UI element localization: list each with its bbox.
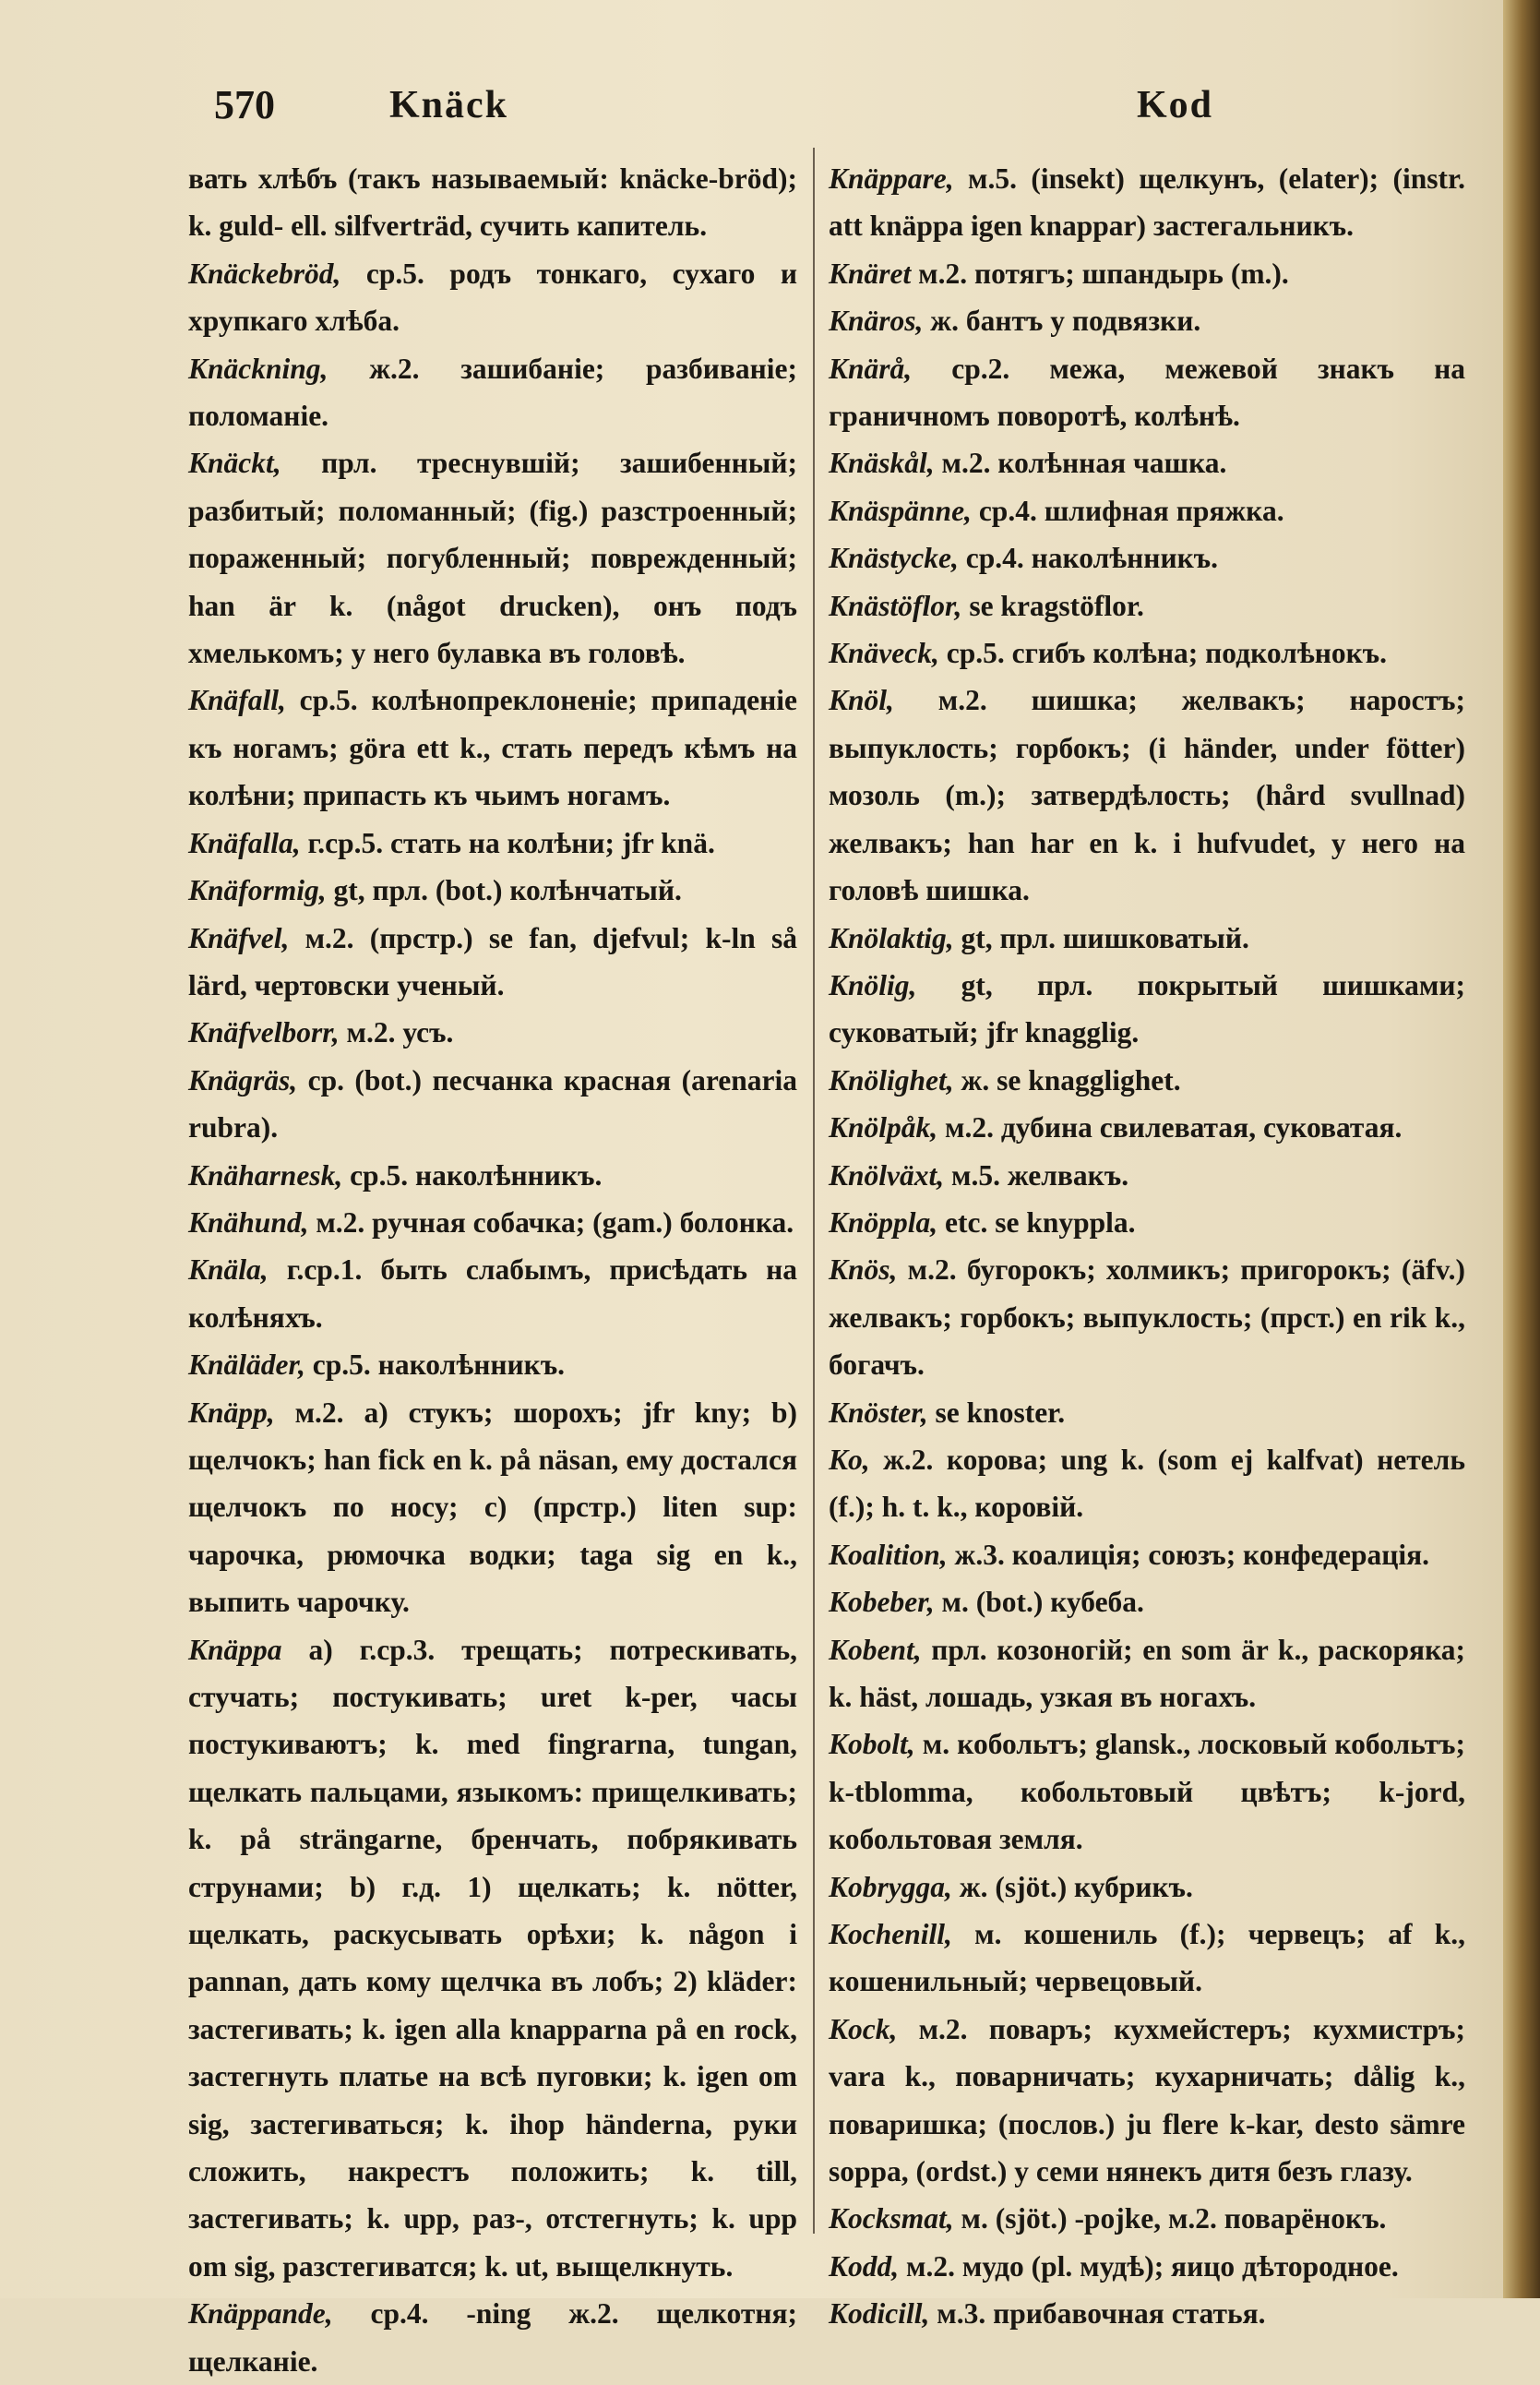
entry-definition: ср.2. межа, межевой знакъ на граничномъ поворотѣ, колѣнѣ. bbox=[829, 352, 1466, 433]
dictionary-entry bbox=[829, 1626, 1465, 1721]
entry-definition: ср.5. колѣнопреклоненіе; припаденіе къ ногамъ; göra ett k., стать передъ кѣмъ на колѣни; припасть къ чьимъ ногамъ. bbox=[188, 684, 797, 812]
dictionary-entry bbox=[829, 1057, 1465, 1104]
dictionary-entry bbox=[188, 915, 797, 1010]
entry-definition: ср.4. наколѣнникъ. bbox=[965, 542, 1218, 575]
page-number: 570 bbox=[214, 82, 275, 127]
dictionary-entry bbox=[829, 1389, 1465, 1436]
entry-definition: м.5. желвакъ. bbox=[951, 1158, 1129, 1192]
entry-headword: Knäläder, bbox=[188, 1348, 305, 1382]
entry-headword: Kock, bbox=[829, 2012, 898, 2045]
entry-definition: прл. треснувшій; зашибенный; разбитый; поломанный; (fig.) разстроенный; пораженный; погубленный; поврежденный; han är k. (något drucken), онъ подъ хмелькомъ; у него булавка въ головѣ. bbox=[188, 447, 797, 670]
entry-definition: gt, прл. шишковатый. bbox=[961, 921, 1249, 954]
entry-headword: Knölig, bbox=[829, 968, 917, 1001]
entry-definition: ж.2. корова; ung k. (som ej kalfvat) нетель (f.); h. t. k., коровій. bbox=[829, 1443, 1465, 1524]
entry-definition: м.5. (insekt) щелкунъ, (elater); (instr. att knäppa igen knappar) застегальникъ. bbox=[829, 162, 1466, 243]
dictionary-entry bbox=[188, 1389, 797, 1626]
dictionary-entry bbox=[829, 582, 1465, 629]
dictionary-entry bbox=[829, 250, 1465, 297]
entry-definition: м.2. усъ. bbox=[346, 1016, 454, 1049]
dictionary-entry bbox=[829, 2290, 1465, 2337]
dictionary-entry bbox=[188, 1341, 797, 1388]
entry-headword: Kobolt, bbox=[829, 1728, 915, 1761]
entry-definition: г.ср.5. стать на колѣни; jfr knä. bbox=[307, 826, 715, 859]
entry-definition: м. (sjöt.) -pojke, м.2. поварёнокъ. bbox=[961, 2202, 1387, 2235]
entry-headword: Kochenill, bbox=[829, 1918, 952, 1951]
entry-definition: г.ср.1. быть слабымъ, присѣдать на колѣняхъ. bbox=[188, 1253, 797, 1334]
dictionary-entry bbox=[829, 1246, 1465, 1388]
dictionary-entry bbox=[188, 1246, 797, 1341]
dictionary-entry bbox=[188, 1199, 797, 1246]
entry-definition: м. кобольтъ; glansk., лосковый кобольтъ; k-tblomma, кобольтовый цвѣтъ; k-jord, кобольтовая земля. bbox=[829, 1728, 1466, 1856]
dictionary-entry bbox=[829, 962, 1465, 1057]
running-head-right: Kod bbox=[1137, 84, 1214, 126]
dictionary-entry bbox=[829, 439, 1465, 486]
entry-headword: Knöster, bbox=[829, 1396, 928, 1429]
entry-definition: м.2. ручная собачка; (gam.) болонка. bbox=[316, 1205, 794, 1239]
dictionary-entry bbox=[829, 487, 1465, 534]
entry-headword: Kodicill, bbox=[829, 2297, 930, 2331]
dictionary-entry bbox=[829, 534, 1465, 581]
entry-definition: se knoster. bbox=[935, 1396, 1066, 1429]
entry-definition: ср. (bot.) песчанка красная (arenaria rubra). bbox=[188, 1063, 798, 1145]
entry-definition: прл. козоногій; en som är k., раскоряка; k. häst, лошадь, узкая въ ногахъ. bbox=[829, 1633, 1465, 1713]
entry-headword: Knölighet, bbox=[829, 1063, 954, 1097]
dictionary-entry bbox=[829, 155, 1465, 250]
entry-headword: Kocksmat, bbox=[829, 2202, 954, 2235]
dictionary-entry bbox=[829, 297, 1465, 344]
entry-headword: Knös, bbox=[829, 1253, 898, 1287]
entry-headword: Ko, bbox=[829, 1443, 870, 1476]
entry-headword: Knäckning, bbox=[188, 352, 328, 385]
dictionary-entry bbox=[829, 1911, 1465, 2006]
entry-headword: Knäspänne, bbox=[829, 494, 972, 527]
entry-headword: Knäskål, bbox=[829, 447, 935, 480]
entry-definition: м.2. бугорокъ; холмикъ; пригорокъ; (äfv.) желвакъ; горбокъ; выпуклость; (прст.) en rik k., богачъ. bbox=[829, 1253, 1466, 1382]
entry-headword: Knähund, bbox=[188, 1205, 309, 1239]
entry-definition: ср.5. наколѣнникъ. bbox=[350, 1158, 603, 1192]
dictionary-entry bbox=[188, 820, 797, 867]
entry-headword: Knäfvelborr, bbox=[188, 1016, 340, 1049]
entry-definition: ж.2. зашибаніе; разбиваніе; поломаніе. bbox=[188, 352, 798, 433]
entry-definition: ср.4. -ning ж.2. щелкотня; щелканіе. bbox=[188, 2297, 797, 2378]
dictionary-entry bbox=[829, 1152, 1465, 1199]
entry-definition: a) г.ср.3. трещать; потрескивать, стучать; постукивать; uret k-per, часы постукиваютъ; k. med fingrarna, tungan, щелкать пальцами, языкомъ: прищелкивать; k. på strängarne, бренчать, побрякивать струнами; b) г.д. 1) щелкать; k. nötter, щелкать, раскусывать орѣхи; k. någon i pannan, дать кому щелчка въ лобъ; 2) kläder: застегивать; k. igen alla knapparna på en rock, застегнуть платье на всѣ пуговки; k. igen om sig, застегиваться; k. ihop händerna, руки сложить, накрестъ положить; k. till, застегивать; k. upp, раз-, отстегнуть; k. upp om sig, разстегиватся; k. ut, выщелкнуть. bbox=[188, 1633, 797, 2283]
dictionary-entry bbox=[188, 439, 797, 677]
page-header bbox=[214, 81, 1460, 137]
entry-definition: м.2. a) стукъ; шорохъ; jfr kny; b) щелчокъ; han fick en k. på näsan, ему достался щелчокъ по носу; c) (прстр.) liten sup: чарочка, рюмочка водки; taga sig en k., выпить чарочку. bbox=[188, 1396, 797, 1619]
dictionary-entry bbox=[829, 1436, 1465, 1531]
dictionary-entry bbox=[829, 1864, 1465, 1911]
entry-definition: м.2. потягъ; шпандырь (m.). bbox=[918, 257, 1289, 290]
dictionary-entry bbox=[829, 629, 1465, 677]
dictionary-entry bbox=[188, 1626, 797, 2291]
entry-headword: Knäveck, bbox=[829, 637, 939, 670]
entry-headword: Knäpp, bbox=[188, 1396, 275, 1429]
dictionary-entry bbox=[829, 1531, 1465, 1578]
entry-headword: Knäfvel, bbox=[188, 921, 290, 954]
entry-definition: ж.3. коалиція; союзъ; конфедерація. bbox=[954, 1538, 1430, 1571]
entry-headword: Kobeber, bbox=[829, 1586, 935, 1619]
dictionary-entry bbox=[829, 677, 1465, 914]
entry-definition: etc. se knyppla. bbox=[945, 1205, 1136, 1239]
entry-headword: Knäformig, bbox=[188, 874, 327, 907]
entry-headword: Knöl, bbox=[829, 684, 894, 717]
dictionary-entry bbox=[188, 867, 797, 914]
dictionary-entry bbox=[829, 1199, 1465, 1246]
entry-definition: м.2. дубина свилеватая, суковатая. bbox=[945, 1111, 1403, 1145]
entry-headword: Knäfalla, bbox=[188, 826, 301, 859]
dictionary-entry bbox=[188, 345, 797, 440]
entry-headword: Knäppande, bbox=[188, 2297, 333, 2331]
entry-definition: вать хлѣбъ (такъ называемый: knäcke-bröd); k. guld- ell. silfverträd, сучить капитель. bbox=[188, 162, 797, 243]
dictionary-entry bbox=[188, 1057, 797, 1152]
dictionary-entry bbox=[188, 1009, 797, 1056]
dictionary-entry bbox=[188, 677, 797, 819]
dictionary-entry bbox=[188, 155, 797, 250]
entry-headword: Knästöflor, bbox=[829, 589, 962, 622]
dictionary-entry bbox=[188, 1152, 797, 1199]
entry-definition: ср.4. шлифная пряжка. bbox=[978, 494, 1284, 527]
entry-definition: ж. se knagglighet. bbox=[961, 1063, 1181, 1097]
entry-headword: Knäharnesk, bbox=[188, 1158, 343, 1192]
entry-definition: ж. (sjöt.) кубрикъ. bbox=[959, 1870, 1193, 1903]
dictionary-entry bbox=[829, 2243, 1465, 2290]
dictionary-entry bbox=[829, 1104, 1465, 1151]
dictionary-entry bbox=[829, 915, 1465, 962]
entry-headword: Knärå, bbox=[829, 352, 913, 385]
entry-definition: м. кошениль (f.); червецъ; af k., кошенильный; червецовый. bbox=[829, 1918, 1466, 1998]
dictionary-entry bbox=[829, 1578, 1465, 1625]
entry-headword: Knäret bbox=[829, 257, 912, 290]
dictionary-entry bbox=[829, 345, 1465, 440]
entry-headword: Knäppare, bbox=[829, 162, 954, 195]
entry-definition: gt, прл. (bot.) колѣнчатый. bbox=[333, 874, 682, 907]
entry-definition: м.2. (прстр.) se fan, djefvul; k-ln så lärd, чертовски ученый. bbox=[188, 921, 797, 1001]
entry-headword: Kobent, bbox=[829, 1633, 922, 1666]
entry-definition: ср.5. наколѣнникъ. bbox=[312, 1348, 566, 1382]
entry-definition: м.3. прибавочная статья. bbox=[937, 2297, 1266, 2331]
dictionary-entry bbox=[829, 2006, 1465, 2196]
right-column bbox=[829, 155, 1465, 2338]
column-divider bbox=[813, 148, 815, 2234]
entry-headword: Knölväxt, bbox=[829, 1158, 945, 1192]
entry-definition: м. (bot.) кубеба. bbox=[941, 1586, 1144, 1619]
entry-definition: ср.5. родъ тонкаго, сухаго и хрупкаго хлѣба. bbox=[188, 257, 797, 338]
entry-headword: Kodd, bbox=[829, 2249, 900, 2283]
entry-headword: Knäckt, bbox=[188, 447, 281, 480]
dictionary-entry bbox=[188, 250, 797, 345]
entry-headword: Knölpåk, bbox=[829, 1111, 938, 1145]
book-binding bbox=[1503, 0, 1540, 2298]
entry-headword: Knäppa bbox=[188, 1633, 282, 1666]
entry-headword: Knölaktig, bbox=[829, 921, 954, 954]
left-column bbox=[188, 155, 797, 2385]
entry-headword: Knägräs, bbox=[188, 1063, 298, 1097]
entry-headword: Knäfall, bbox=[188, 684, 286, 717]
entry-definition: м.2. колѣнная чашка. bbox=[941, 447, 1227, 480]
entry-definition: se kragstöflor. bbox=[969, 589, 1144, 622]
entry-definition: ж. бантъ у подвязки. bbox=[930, 305, 1201, 338]
entry-definition: м.2. шишка; желвакъ; наростъ; выпуклость; горбокъ; (i händer, under fötter) мозоль (m.); затвердѣлость; (hård svullnad) желвакъ; han har en k. i hufvudet, у него на головѣ шишка. bbox=[829, 684, 1465, 907]
entry-headword: Knöppla, bbox=[829, 1205, 938, 1239]
entry-headword: Knästycke, bbox=[829, 542, 959, 575]
entry-headword: Knäla, bbox=[188, 1253, 269, 1287]
entry-headword: Kobrygga, bbox=[829, 1870, 952, 1903]
entry-headword: Knäckebröd, bbox=[188, 257, 341, 290]
entry-definition: м.2. мудо (pl. мудѣ); яицо дѣтородное. bbox=[906, 2249, 1399, 2283]
entry-definition: м.2. поваръ; кухмейстеръ; кухмистръ; vara k., поварничать; кухарничать; dålig k., поваришка; (послов.) ju flere k-kar, desto sämre soppa, (ordst.) у семи нянекъ дитя безъ глазу. bbox=[829, 2012, 1466, 2188]
entry-headword: Koalition, bbox=[829, 1538, 948, 1571]
running-head-left: Knäck bbox=[389, 84, 509, 126]
entry-headword: Knäros, bbox=[829, 305, 924, 338]
dictionary-entry bbox=[829, 2195, 1465, 2242]
entry-definition: gt, прл. покрытый шишками; суковатый; jfr knagglig. bbox=[829, 968, 1466, 1049]
dictionary-entry bbox=[188, 2290, 797, 2385]
entry-definition: ср.5. сгибъ колѣна; подколѣнокъ. bbox=[946, 637, 1388, 670]
dictionary-entry bbox=[829, 1720, 1465, 1863]
